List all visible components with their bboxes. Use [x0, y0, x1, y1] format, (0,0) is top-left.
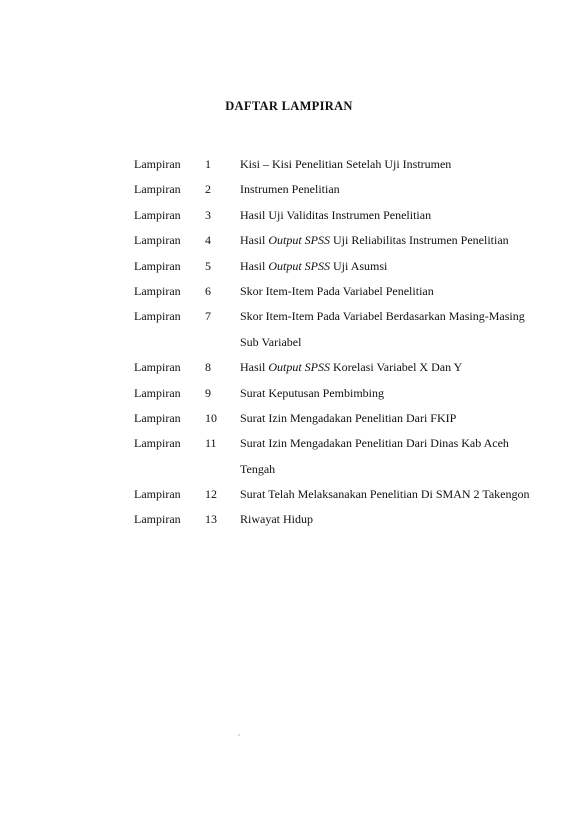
item-title-suffix: Korelasi Variabel X Dan Y — [330, 360, 463, 375]
item-title-continuation: Sub Variabel — [240, 334, 302, 349]
item-title: Hasil Uji Validitas Instrumen Penelitian — [240, 207, 432, 222]
scan-speck — [238, 734, 240, 736]
item-label: Lampiran — [134, 283, 181, 298]
item-title-italic: Output SPSS — [268, 233, 331, 248]
item-title: Surat Izin Mengadakan Penelitian Dari FKIP — [240, 410, 457, 425]
item-label: Lampiran — [134, 487, 181, 502]
list-item — [134, 254, 554, 279]
item-label: Lampiran — [134, 207, 181, 222]
item-title-suffix: Uji Reliabilitas Instrumen Penelitian — [330, 233, 509, 248]
item-title: Riwayat Hidup — [240, 512, 313, 527]
list-item — [134, 152, 554, 177]
item-title: Skor Item-Item Pada Variabel Berdasarkan Masing-Masing — [240, 309, 525, 324]
item-label: Lampiran — [134, 360, 181, 375]
list-item — [134, 507, 554, 532]
item-label: Lampiran — [134, 258, 181, 273]
item-title-prefix: Hasil — [240, 233, 269, 248]
item-number: 5 — [205, 258, 211, 273]
appendix-list — [134, 152, 554, 533]
item-label: Lampiran — [134, 182, 181, 197]
list-item — [134, 482, 554, 507]
item-label: Lampiran — [134, 385, 181, 400]
item-label: Lampiran — [134, 233, 181, 248]
item-label: Lampiran — [134, 410, 181, 425]
item-label: Lampiran — [134, 309, 181, 324]
item-title-prefix: Hasil — [240, 360, 269, 375]
list-item — [134, 203, 554, 228]
item-number: 9 — [205, 385, 211, 400]
item-label: Lampiran — [134, 436, 181, 451]
item-title: Instrumen Penelitian — [240, 182, 340, 197]
item-number: 12 — [205, 487, 217, 502]
list-item — [134, 177, 554, 202]
item-title-prefix: Hasil — [240, 258, 269, 273]
item-title: Surat Keputusan Pembimbing — [240, 385, 384, 400]
item-number: 3 — [205, 207, 211, 222]
item-title — [240, 254, 554, 279]
list-item — [134, 228, 554, 253]
list-item — [134, 355, 554, 380]
list-item-continuation — [134, 457, 554, 482]
list-item — [134, 279, 554, 304]
item-title-italic: Output SPSS — [268, 258, 331, 273]
item-title: Kisi – Kisi Penelitian Setelah Uji Instrumen — [240, 157, 452, 171]
item-label: Lampiran — [134, 157, 181, 171]
item-number: 4 — [205, 233, 211, 248]
item-number: 13 — [205, 512, 217, 527]
item-title-continuation: Tengah — [240, 461, 276, 476]
item-title-italic: Output SPSS — [268, 360, 331, 375]
item-number: 6 — [205, 283, 211, 298]
list-item — [134, 406, 554, 431]
item-number: 2 — [205, 182, 211, 197]
item-title: Surat Izin Mengadakan Penelitian Dari Dinas Kab Aceh — [240, 436, 509, 451]
item-title: Skor Item-Item Pada Variabel Penelitian — [240, 283, 434, 298]
list-item — [134, 431, 554, 456]
page-title: DAFTAR LAMPIRAN — [225, 99, 353, 113]
item-number: 8 — [205, 360, 211, 375]
item-number: 7 — [205, 309, 211, 324]
list-item — [134, 304, 554, 329]
item-title: Surat Telah Melaksanakan Penelitian Di SMAN 2 Takengon — [240, 487, 530, 502]
item-title — [240, 355, 554, 380]
item-number: 11 — [205, 436, 217, 451]
list-item-continuation — [134, 330, 554, 355]
item-number: 1 — [205, 157, 211, 171]
list-item — [134, 381, 554, 406]
item-title — [240, 228, 554, 253]
item-number: 10 — [205, 410, 217, 425]
item-title-suffix: Uji Asumsi — [330, 258, 388, 273]
item-label: Lampiran — [134, 512, 181, 527]
